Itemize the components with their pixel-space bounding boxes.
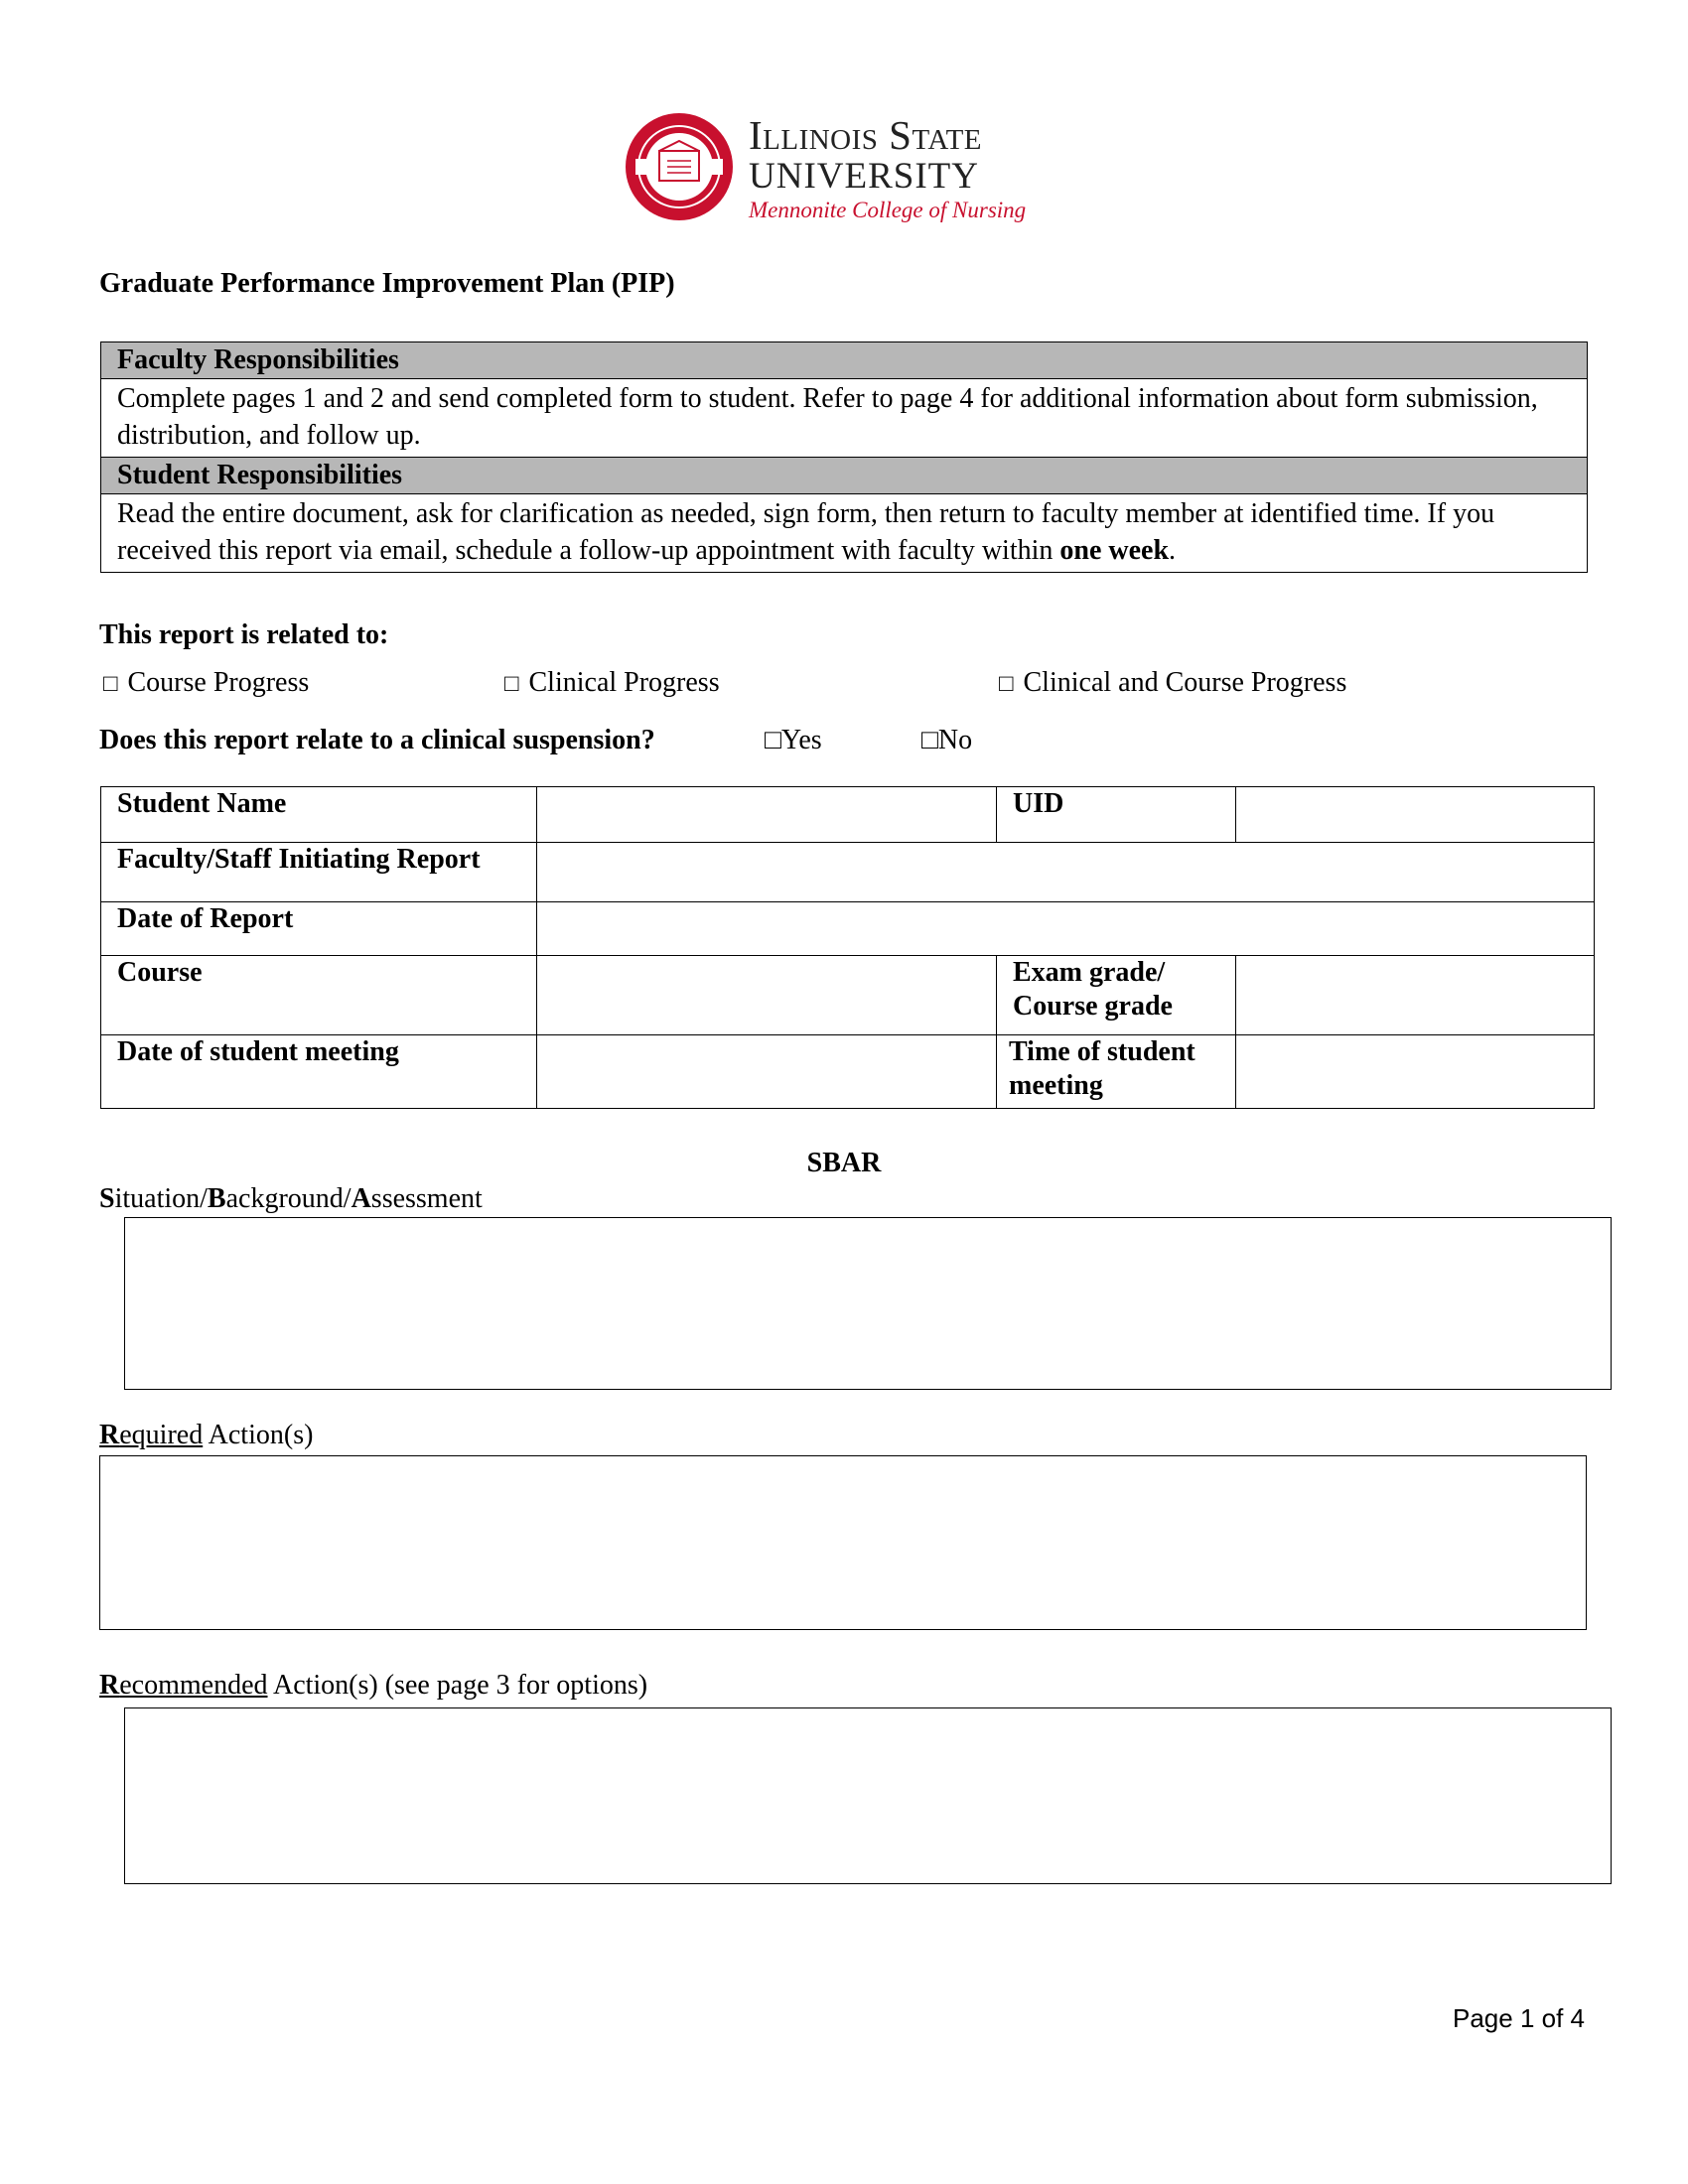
suspension-yes-checkbox[interactable]: □Yes	[765, 725, 822, 755]
related-question: This report is related to:	[99, 619, 389, 650]
sbar-heading: SBAR	[806, 1148, 882, 1178]
uid-field[interactable]	[1236, 787, 1595, 843]
exam-grade-line-2: Course grade	[1013, 991, 1173, 1022]
table-row	[101, 787, 1595, 843]
letter-r: R	[99, 1670, 120, 1701]
checkbox-icon[interactable]: □	[999, 671, 1014, 697]
course-label: Course	[101, 956, 537, 1035]
logo-line-2: UNIVERSITY	[749, 156, 979, 197]
situation-background-assessment-label	[99, 1183, 483, 1215]
recommended-actions-label	[99, 1670, 647, 1702]
letter-s: S	[99, 1183, 115, 1214]
required-actions-text-area[interactable]	[99, 1455, 1587, 1630]
label-part: ssessment	[370, 1183, 483, 1214]
university-seal-icon	[624, 111, 735, 222]
label-part: equired	[119, 1420, 204, 1450]
sba-text-area[interactable]	[124, 1217, 1612, 1390]
date-meeting-field[interactable]	[537, 1035, 997, 1109]
student-name-label: Student Name	[101, 787, 537, 843]
student-text-part: Read the entire document, ask for clarification as needed, sign form, then return to faculty member at identified time. If you received this report via email, schedule a follow-up appointment with faculty within	[117, 498, 1495, 566]
table-row	[101, 902, 1595, 956]
student-info-table	[100, 786, 1595, 1109]
table-row	[101, 843, 1595, 902]
page-number: Page 1 of 4	[1453, 2003, 1585, 2033]
recommended-actions-text-area[interactable]	[124, 1707, 1612, 1884]
label-part: ecommended	[119, 1670, 268, 1701]
option-clinical-and-course-progress[interactable]	[999, 667, 1346, 699]
course-field[interactable]	[537, 956, 997, 1035]
time-meeting-label	[997, 1035, 1236, 1109]
time-meeting-line-2: meeting	[1009, 1070, 1103, 1101]
letter-b: B	[207, 1183, 226, 1214]
option-label: Clinical and Course Progress	[1023, 667, 1347, 698]
required-actions-label	[99, 1420, 313, 1451]
option-clinical-progress[interactable]	[504, 667, 720, 699]
student-text-end: .	[1169, 535, 1177, 566]
label-part: ituation/	[114, 1183, 208, 1214]
option-label: Course Progress	[127, 667, 310, 698]
faculty-responsibilities-text: Complete pages 1 and 2 and send completed form to student. Refer to page 4 for additional information about form submission, distribution, and follow up.	[101, 378, 1587, 457]
label-part: ackground/	[225, 1183, 352, 1214]
exam-grade-line-1: Exam grade/	[1013, 957, 1166, 988]
faculty-responsibilities-heading: Faculty Responsibilities	[101, 342, 1587, 378]
faculty-initiating-label: Faculty/Staff Initiating Report	[101, 843, 537, 902]
exam-grade-field[interactable]	[1236, 956, 1595, 1035]
university-logo	[624, 109, 1041, 226]
option-course-progress[interactable]	[103, 667, 309, 699]
table-row	[101, 1035, 1595, 1109]
student-responsibilities-heading: Student Responsibilities	[101, 457, 1587, 493]
date-of-report-label: Date of Report	[101, 902, 537, 956]
student-name-field[interactable]	[537, 787, 997, 843]
responsibilities-box	[100, 341, 1588, 573]
checkbox-icon[interactable]: □	[103, 671, 118, 697]
page-title: Graduate Performance Improvement Plan (PIP)	[99, 268, 675, 299]
option-label: Clinical Progress	[528, 667, 720, 698]
date-of-report-field[interactable]	[537, 902, 1595, 956]
checkbox-icon[interactable]: □	[504, 671, 519, 697]
student-text-emphasis: one week	[1059, 535, 1170, 566]
time-meeting-line-1: Time of student	[1009, 1036, 1196, 1067]
date-meeting-label: Date of student meeting	[101, 1035, 537, 1109]
time-meeting-field[interactable]	[1236, 1035, 1595, 1109]
faculty-initiating-field[interactable]	[537, 843, 1595, 902]
letter-r: R	[99, 1420, 120, 1450]
label-part: Action(s) (see page 3 for options)	[267, 1670, 648, 1701]
label-part: Action(s)	[203, 1420, 314, 1450]
logo-line-3: Mennonite College of Nursing	[749, 198, 1027, 222]
uid-label: UID	[997, 787, 1236, 843]
suspension-no-checkbox[interactable]: □No	[921, 725, 973, 755]
suspension-question: Does this report relate to a clinical suspension?	[99, 725, 655, 755]
student-responsibilities-text	[101, 493, 1587, 572]
letter-a: A	[351, 1183, 371, 1214]
exam-grade-label	[997, 956, 1236, 1035]
logo-line-1: Illinois State	[749, 112, 983, 158]
table-row	[101, 956, 1595, 1035]
